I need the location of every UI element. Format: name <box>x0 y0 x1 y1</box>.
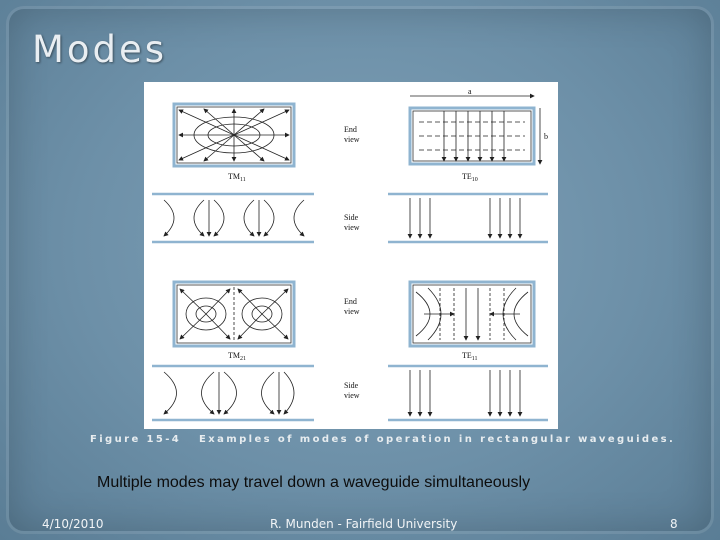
end-view-label-2: End view <box>344 297 360 316</box>
te11-side-view <box>388 366 548 420</box>
slide-title: Modes <box>32 28 168 71</box>
te11-label: $TE_{11}$ <box>462 351 478 362</box>
footer-date: 4/10/2010 <box>42 517 104 531</box>
figure-caption-text: Examples of modes of operation in rectangular waveguides. <box>199 434 676 445</box>
tm11-end-view <box>174 104 294 166</box>
tm21-end-view <box>174 282 294 346</box>
te10-label: $TE_{10}$ <box>462 172 478 183</box>
slide-subtitle: Multiple modes may travel down a waveguide simultaneously <box>97 474 531 491</box>
tm11-side-view <box>152 194 314 242</box>
end-view-label-1: End view <box>344 125 360 144</box>
footer-author: R. Munden - Fairfield University <box>270 517 458 531</box>
tm11-label: $TM_{11}$ <box>228 172 246 183</box>
dim-b-label: b <box>544 132 548 141</box>
waveguide-diagram <box>144 82 558 429</box>
te10-end-view <box>410 96 540 164</box>
footer-page-number: 8 <box>670 517 678 531</box>
side-view-label-1: Side view <box>344 213 360 232</box>
side-view-label-2: Side view <box>344 381 360 400</box>
waveguide-modes-figure <box>144 82 558 429</box>
te10-side-view <box>388 194 548 242</box>
tm21-side-view <box>152 366 314 420</box>
te11-end-view <box>410 282 534 346</box>
figure-number: Figure 15-4 <box>90 434 182 445</box>
tm21-label: $TM_{21}$ <box>228 351 246 362</box>
dim-a-label: a <box>468 87 472 96</box>
figure-caption <box>90 434 710 445</box>
